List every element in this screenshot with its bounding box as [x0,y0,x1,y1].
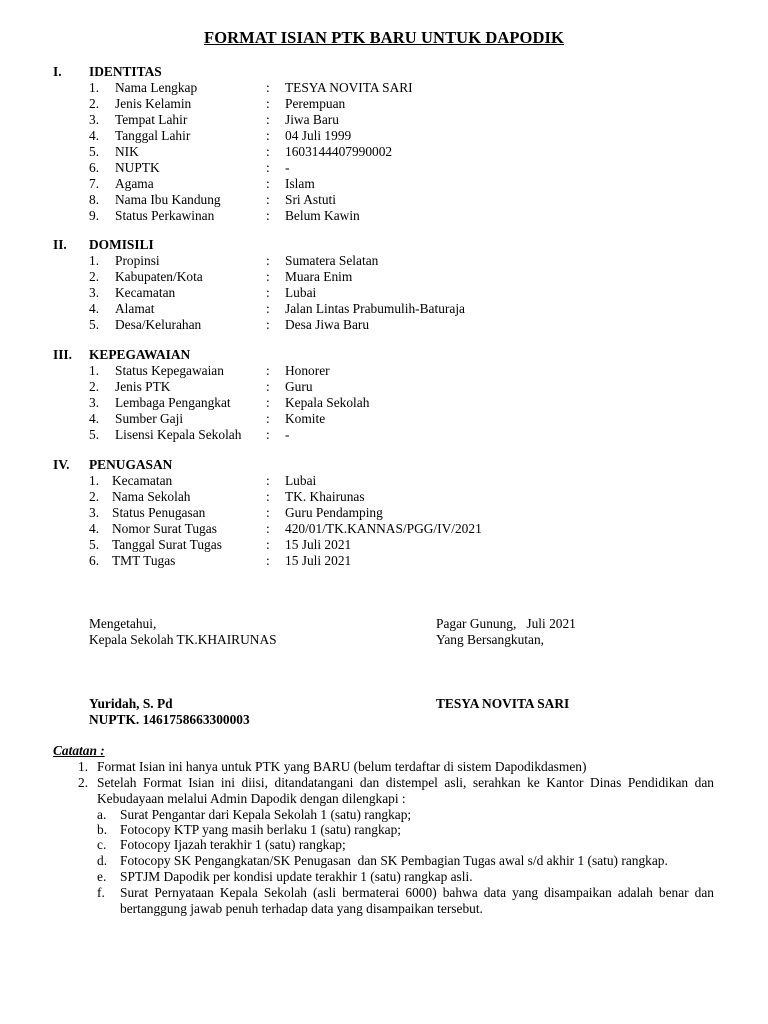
signature-right-line2: Yang Bersangkutan, [436,632,544,647]
row-number: 6. [89,160,100,175]
subitem-letter: b. [97,822,108,837]
colon: : [266,363,270,378]
row-number: 1. [89,473,100,488]
note-text-line1: Setelah Format Isian ini diisi, ditandatangani dan distempel asli, serahkan ke Kantor Dinas Pendidikan dan [97,775,714,790]
form-row [0,553,768,569]
row-label: Tempat Lahir [115,112,188,127]
colon: : [266,537,270,552]
row-label: Kabupaten/Kota [115,269,203,284]
note-number: 2. [78,775,89,790]
row-number: 5. [89,144,100,159]
row-label: Status Penugasan [112,505,206,520]
subitem-text: Fotocopy KTP yang masih berlaku 1 (satu) rangkap; [120,822,402,837]
subitem-text: Fotocopy SK Pengangkatan/SK Penugasan dan SK Pembagian Tugas awal s/d akhir 1 (satu) rangkap. [120,853,668,868]
form-row [0,317,768,333]
subitem-letter: a. [97,807,107,822]
row-number: 5. [89,537,100,552]
row-value: Perempuan [285,96,346,111]
form-row [0,489,768,505]
row-value: Sumatera Selatan [285,253,379,268]
form-row [0,128,768,144]
row-label: Propinsi [115,253,160,268]
row-label: Lembaga Pengangkat [115,395,231,410]
note-text: Format Isian ini hanya untuk PTK yang BARU (belum terdaftar di sistem Dapodikdasmen) [97,759,587,774]
row-label: Jenis PTK [115,379,171,394]
row-value: Desa Jiwa Baru [285,317,370,332]
row-number: 3. [89,395,100,410]
row-number: 1. [89,253,100,268]
colon: : [266,160,270,175]
form-row [0,253,768,269]
row-number: 4. [89,411,100,426]
row-number: 5. [89,427,100,442]
section-number: IV. [53,457,70,472]
colon: : [266,112,270,127]
row-number: 1. [89,363,100,378]
colon: : [266,489,270,504]
subitem-letter: e. [97,869,107,884]
subitem-text-line1: Surat Pernyataan Kepala Sekolah (asli bermaterai 6000) bahwa data yang disampaikan adalah benar dan [120,885,714,900]
form-row [0,301,768,317]
colon: : [266,128,270,143]
row-label: Status Perkawinan [115,208,215,223]
signature-right-name: TESYA NOVITA SARI [436,696,570,711]
form-row [0,521,768,537]
page-title: FORMAT ISIAN PTK BARU UNTUK DAPODIK [204,28,564,47]
form-row [0,112,768,128]
form-row [0,395,768,411]
row-label: Kecamatan [115,285,176,300]
row-label: Kecamatan [112,473,173,488]
form-row [0,96,768,112]
row-label: Nama Ibu Kandung [115,192,221,207]
row-value: - [285,160,290,175]
colon: : [266,285,270,300]
colon: : [266,317,270,332]
note-text-line2: Kebudayaan melalui Admin Dapodik dengan dilengkapi : [97,791,406,806]
notes-title: Catatan : [53,743,105,758]
colon: : [266,505,270,520]
row-value: 15 Juli 2021 [285,537,352,552]
form-row [0,473,768,489]
colon: : [266,411,270,426]
row-label: Status Kepegawaian [115,363,224,378]
row-label: Desa/Kelurahan [115,317,202,332]
row-label: Alamat [115,301,155,316]
colon: : [266,427,270,442]
colon: : [266,144,270,159]
row-value: Honorer [285,363,330,378]
row-label: Jenis Kelamin [115,96,192,111]
colon: : [266,208,270,223]
colon: : [266,395,270,410]
row-value: Jalan Lintas Prabumulih-Baturaja [285,301,465,316]
colon: : [266,521,270,536]
form-row [0,176,768,192]
colon: : [266,253,270,268]
row-label: NIK [115,144,139,159]
row-value: 04 Juli 1999 [285,128,352,143]
colon: : [266,379,270,394]
signature-left-line1: Mengetahui, [89,616,157,631]
row-value: Muara Enim [285,269,353,284]
subitem-text-line2: bertanggung jawab penuh terhadap data yang disampaikan tersebut. [120,901,483,916]
row-value: Komite [285,411,326,426]
form-row [0,537,768,553]
row-number: 2. [89,489,100,504]
row-number: 9. [89,208,100,223]
form-row [0,269,768,285]
section-number: II. [53,237,67,252]
row-label: Lisensi Kepala Sekolah [115,427,242,442]
row-value: Guru [285,379,313,394]
row-number: 2. [89,379,100,394]
row-value: Jiwa Baru [285,112,339,127]
row-number: 7. [89,176,100,191]
signature-left-line2: Kepala Sekolah TK.KHAIRUNAS [89,632,277,647]
row-label: Agama [115,176,154,191]
row-value: Kepala Sekolah [285,395,370,410]
signature-left-name: Yuridah, S. Pd [89,696,173,711]
colon: : [266,80,270,95]
form-row [0,192,768,208]
row-label: Tanggal Surat Tugas [112,537,222,552]
row-number: 3. [89,505,100,520]
row-number: 6. [89,553,100,568]
form-row [0,505,768,521]
subitem-letter: d. [97,853,108,868]
row-value: Lubai [285,285,317,300]
colon: : [266,176,270,191]
row-value: 1603144407990002 [285,144,393,159]
row-number: 4. [89,128,100,143]
form-row [0,160,768,176]
row-value: Lubai [285,473,317,488]
row-value: 15 Juli 2021 [285,553,352,568]
row-number: 2. [89,269,100,284]
form-row [0,208,768,224]
row-label: Nama Sekolah [112,489,191,504]
row-number: 3. [89,112,100,127]
row-value: 420/01/TK.KANNAS/PGG/IV/2021 [285,521,482,536]
row-number: 8. [89,192,100,207]
section-number: III. [53,347,72,362]
row-number: 4. [89,301,100,316]
colon: : [266,269,270,284]
colon: : [266,473,270,488]
section-title: DOMISILI [89,237,154,252]
subitem-text: Fotocopy Ijazah terakhir 1 (satu) rangkap; [120,837,346,852]
form-row [0,144,768,160]
row-label: Nama Lengkap [115,80,198,95]
row-value: Guru Pendamping [285,505,383,520]
signature-left-id: NUPTK. 1461758663300003 [89,712,250,727]
form-row [0,363,768,379]
colon: : [266,301,270,316]
note-number: 1. [78,759,89,774]
row-value: Sri Astuti [285,192,336,207]
section-title: PENUGASAN [89,457,173,472]
form-row [0,411,768,427]
colon: : [266,553,270,568]
subitem-text: SPTJM Dapodik per kondisi update terakhir 1 (satu) rangkap asli. [120,869,473,884]
row-label: Nomor Surat Tugas [112,521,217,536]
section-title: KEPEGAWAIAN [89,347,191,362]
row-value: TESYA NOVITA SARI [285,80,413,95]
colon: : [266,96,270,111]
row-value: Islam [285,176,315,191]
row-value: TK. Khairunas [285,489,365,504]
row-value: Belum Kawin [285,208,360,223]
subitem-letter: c. [97,837,107,852]
row-label: NUPTK [115,160,160,175]
signature-right-line1: Pagar Gunung, Juli 2021 [436,616,576,631]
row-number: 5. [89,317,100,332]
row-number: 2. [89,96,100,111]
row-label: TMT Tugas [112,553,176,568]
colon: : [266,192,270,207]
section-number: I. [53,64,62,79]
row-number: 1. [89,80,100,95]
form-row [0,427,768,443]
form-row [0,80,768,96]
row-number: 4. [89,521,100,536]
form-row [0,379,768,395]
row-label: Tanggal Lahir [115,128,191,143]
subitem-letter: f. [97,885,105,900]
row-value: - [285,427,290,442]
section-title: IDENTITAS [89,64,162,79]
subitem-text: Surat Pengantar dari Kepala Sekolah 1 (satu) rangkap; [120,807,412,822]
row-label: Sumber Gaji [115,411,184,426]
form-row [0,285,768,301]
row-number: 3. [89,285,100,300]
